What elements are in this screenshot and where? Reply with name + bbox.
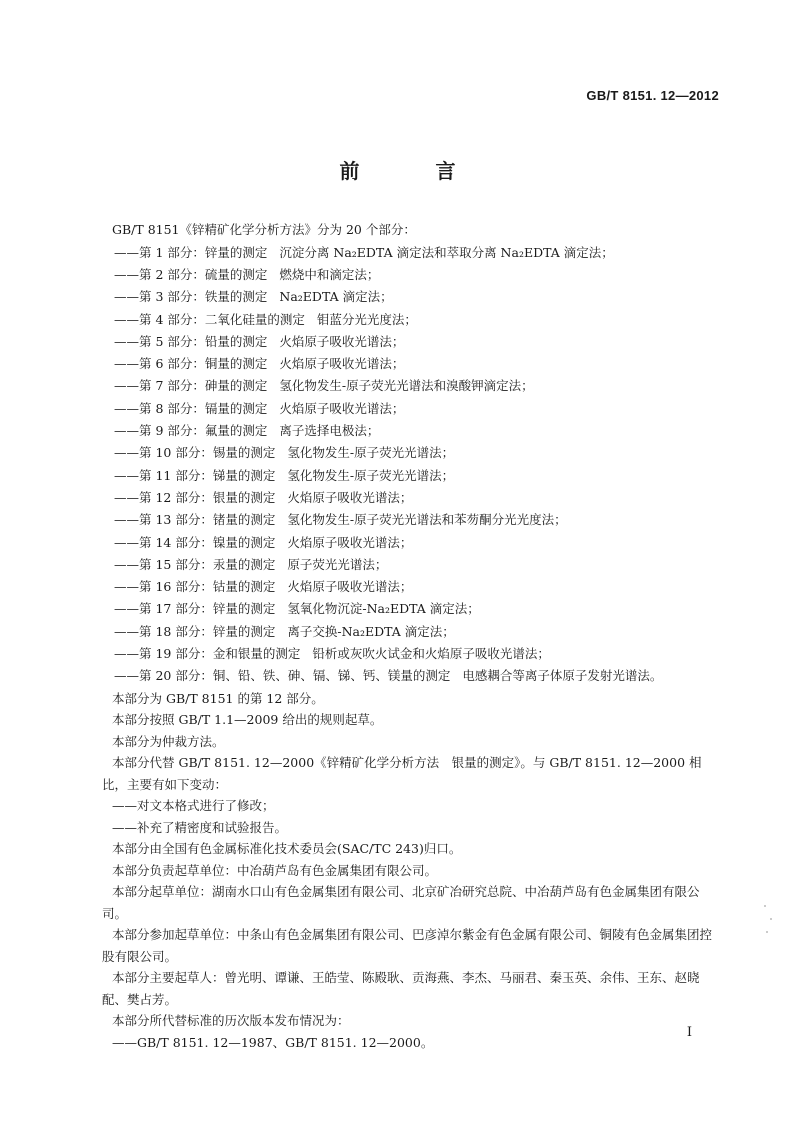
part-label: ——第 4 部分：二氧化硅量的测定 [114, 311, 305, 327]
part-method: 氢化物发生-原子荧光光谱法； [287, 467, 455, 483]
part-label: ——第 20 部分：铜、铅、铁、砷、镉、锑、钙、镁量的测定 [114, 668, 451, 684]
paragraph: 本部分负责起草单位：中冶葫芦岛有色金属集团有限公司。 [112, 862, 438, 878]
part-method: 钼蓝分光光度法； [316, 311, 417, 327]
paragraph: 本部分代替 GB/T 8151. 12—2000《锌精矿化学分析方法 银量的测定》。与 GB/T 8151. 12—2000 相比，主要有如下变动： [102, 755, 702, 792]
standard-number: GB/T 8151. 12—2012 [586, 88, 719, 103]
part-label: ——第 2 部分：硫量的测定 [114, 266, 268, 282]
part-method: 火焰原子吸收光谱法； [287, 489, 413, 505]
part-label: ——第 3 部分：铁量的测定 [114, 289, 268, 305]
history-item: ——GB/T 8151. 12—1987、GB/T 8151. 12—2000。 [112, 1034, 434, 1050]
paragraphs [102, 688, 713, 1054]
part-label: ——第 9 部分：氟量的测定 [114, 423, 268, 439]
part-item [112, 353, 712, 375]
part-item [112, 487, 712, 509]
part-method: 火焰原子吸收光谱法； [287, 534, 413, 550]
part-method: 离子选择电极法； [279, 423, 380, 439]
part-label: ——第 12 部分：银量的测定 [114, 489, 276, 505]
part-item [112, 264, 712, 286]
part-item [112, 643, 712, 665]
part-label: ——第 15 部分：汞量的测定 [114, 556, 276, 572]
part-label: ——第 8 部分：镉量的测定 [114, 400, 268, 416]
part-item [112, 331, 712, 353]
document-body [102, 218, 713, 1053]
part-label: ——第 13 部分：锗量的测定 [114, 512, 276, 528]
part-label: ——第 5 部分：铅量的测定 [114, 333, 268, 349]
intro-line: GB/T 8151《锌精矿化学分析方法》分为 20 个部分： [112, 222, 416, 237]
part-item [112, 665, 712, 687]
paragraph: 本部分主要起草人：曾光明、谭谦、王皓莹、陈殿耿、贡海燕、李杰、马丽君、秦玉英、余伟、王东、赵晓配、樊占芳。 [102, 970, 700, 1007]
part-method: 沉淀分离 Na₂EDTA 滴定法和萃取分离 Na₂EDTA 滴定法； [279, 244, 614, 260]
scan-speck [770, 918, 772, 920]
part-item [112, 576, 712, 598]
part-item [112, 398, 712, 420]
part-method: 氢化物发生-原子荧光光谱法； [287, 445, 455, 461]
part-item [112, 621, 712, 643]
part-method: 火焰原子吸收光谱法； [287, 579, 413, 595]
paragraph: 本部分由全国有色金属标准化技术委员会(SAC/TC 243)归口。 [112, 841, 462, 857]
part-method: Na₂EDTA 滴定法； [279, 289, 393, 305]
part-label: ——第 17 部分：锌量的测定 [114, 601, 276, 617]
part-item [112, 442, 712, 464]
part-item [112, 509, 712, 531]
part-method: 火焰原子吸收光谱法； [279, 333, 405, 349]
scan-speck [766, 931, 768, 933]
scan-speck [764, 905, 766, 907]
part-method: 铅析或灰吹火试金和火焰原子吸收光谱法； [312, 646, 550, 662]
part-label: ——第 11 部分：锑量的测定 [114, 467, 276, 483]
part-label: ——第 6 部分：铜量的测定 [114, 356, 268, 372]
part-item [112, 598, 712, 620]
part-item [112, 242, 712, 264]
paragraph: 本部分起草单位：湖南水口山有色金属集团有限公司、北京矿冶研究总院、中冶葫芦岛有色金属集团有限公司。 [102, 884, 700, 921]
page-number: I [686, 1025, 692, 1040]
part-label: ——第 18 部分：锌量的测定 [114, 623, 276, 639]
part-item [112, 375, 712, 397]
part-method: 火焰原子吸收光谱法； [279, 356, 405, 372]
part-method: 氢氧化物沉淀-Na₂EDTA 滴定法； [287, 601, 480, 617]
part-item [112, 554, 712, 576]
change-item: ——补充了精密度和试验报告。 [112, 819, 288, 835]
change-item: ——对文本格式进行了修改； [112, 798, 275, 814]
part-label: ——第 19 部分：金和银量的测定 [114, 646, 301, 662]
part-item [112, 286, 712, 308]
part-method: 原子荧光光谱法； [287, 556, 388, 572]
part-method: 火焰原子吸收光谱法； [279, 400, 405, 416]
part-label: ——第 1 部分：锌量的测定 [114, 244, 268, 260]
part-method: 燃烧中和滴定法； [279, 266, 380, 282]
part-label: ——第 7 部分：砷量的测定 [114, 378, 268, 394]
parts-list [112, 242, 712, 688]
part-method: 离子交换-Na₂EDTA 滴定法； [287, 623, 455, 639]
part-method: 氢化物发生-原子荧光光谱法和苯芴酮分光光度法； [287, 512, 567, 528]
part-item [112, 532, 712, 554]
paragraph: 本部分为仲裁方法。 [112, 733, 225, 749]
part-method: 氢化物发生-原子荧光光谱法和溴酸钾滴定法； [279, 378, 534, 394]
part-item [112, 465, 712, 487]
part-label: ——第 10 部分：锡量的测定 [114, 445, 276, 461]
page-title: 前 言 [339, 159, 484, 183]
paragraph: 本部分按照 GB/T 1.1—2009 给出的规则起草。 [112, 712, 383, 728]
paragraph: 本部分参加起草单位：中条山有色金属集团有限公司、巴彦淖尔紫金有色金属有限公司、铜陵有色金属集团控股有限公司。 [102, 927, 713, 964]
part-method: 电感耦合等离子体原子发射光谱法。 [462, 668, 663, 684]
part-item [112, 420, 712, 442]
paragraph: 本部分所代替标准的历次版本发布情况为： [112, 1013, 350, 1029]
part-label: ——第 14 部分：镍量的测定 [114, 534, 276, 550]
part-label: ——第 16 部分：钴量的测定 [114, 579, 276, 595]
paragraph: 本部分为 GB/T 8151 的第 12 部分。 [112, 690, 324, 706]
part-item [112, 309, 712, 331]
